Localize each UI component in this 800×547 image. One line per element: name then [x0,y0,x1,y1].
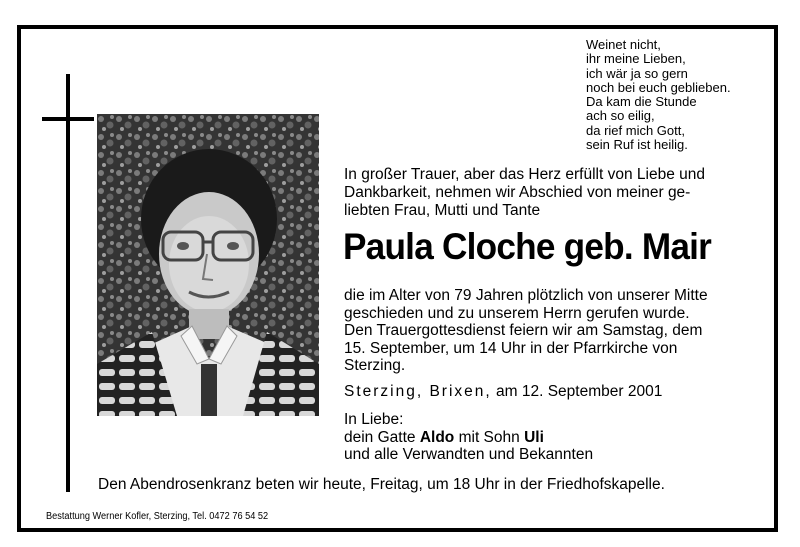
place-date [344,383,662,401]
poem-line: ihr meine Lieben, [586,51,686,67]
mourners-middle: mit Sohn [458,428,520,446]
poem-line: Weinet nicht, [586,37,661,52]
details-line: Den Trauergottesdienst feiern wir am Samstag, dem [344,322,703,339]
poem-line: noch bei euch geblieben. [586,79,731,95]
date: am 12. September 2001 [496,383,663,400]
son-name: Uli [524,428,544,446]
details-line: die im Alter von 79 Jahren plötzlich von unserer Mitte [344,287,708,304]
deceased-name: Paula Cloche geb. Mair [343,226,712,267]
poem [586,38,776,152]
details-line: Sterzing. [344,357,406,374]
rosary-notice: Den Abendrosenkranz beten wir heute, Freitag, um 18 Uhr in der Friedhofskapelle. [98,476,665,493]
mourners [344,411,593,464]
place-names: Sterzing, Brixen, [344,383,492,400]
intro-text [344,166,748,220]
cross-icon-crossbar [42,117,94,121]
husband-name: Aldo [419,428,455,446]
details-line: 15. September, um 14 Uhr in der Pfarrkirche von [344,339,678,357]
funeral-home-credit: Bestattung Werner Kofler, Sterzing, Tel. 0472 76 54 52 [46,511,269,522]
details-line: geschieden und zu unserem Herrn gerufen wurde. [344,304,690,322]
mourners-line-1 [344,429,593,447]
mourners-heading: In Liebe: [344,411,404,428]
poem-line: ich wär ja so gern [586,65,688,81]
portrait-photo [97,114,319,416]
mourners-prefix: dein Gatte [344,428,416,446]
intro-line: Dankbarkeit, nehmen wir Abschied von meiner ge- [344,184,691,201]
poem-line: ach so eilig, [586,108,655,124]
details-text [344,287,754,375]
intro-line: liebten Frau, Mutti und Tante [344,202,541,219]
poem-line: Da kam die Stunde [586,94,697,110]
cross-icon [66,74,70,492]
poem-line: sein Ruf ist heilig. [586,137,688,153]
poem-line: da rief mich Gott, [586,122,685,138]
intro-line: In großer Trauer, aber das Herz erfüllt von Liebe und [344,166,706,183]
mourners-line-2: und alle Verwandten und Bekannten [344,446,594,463]
